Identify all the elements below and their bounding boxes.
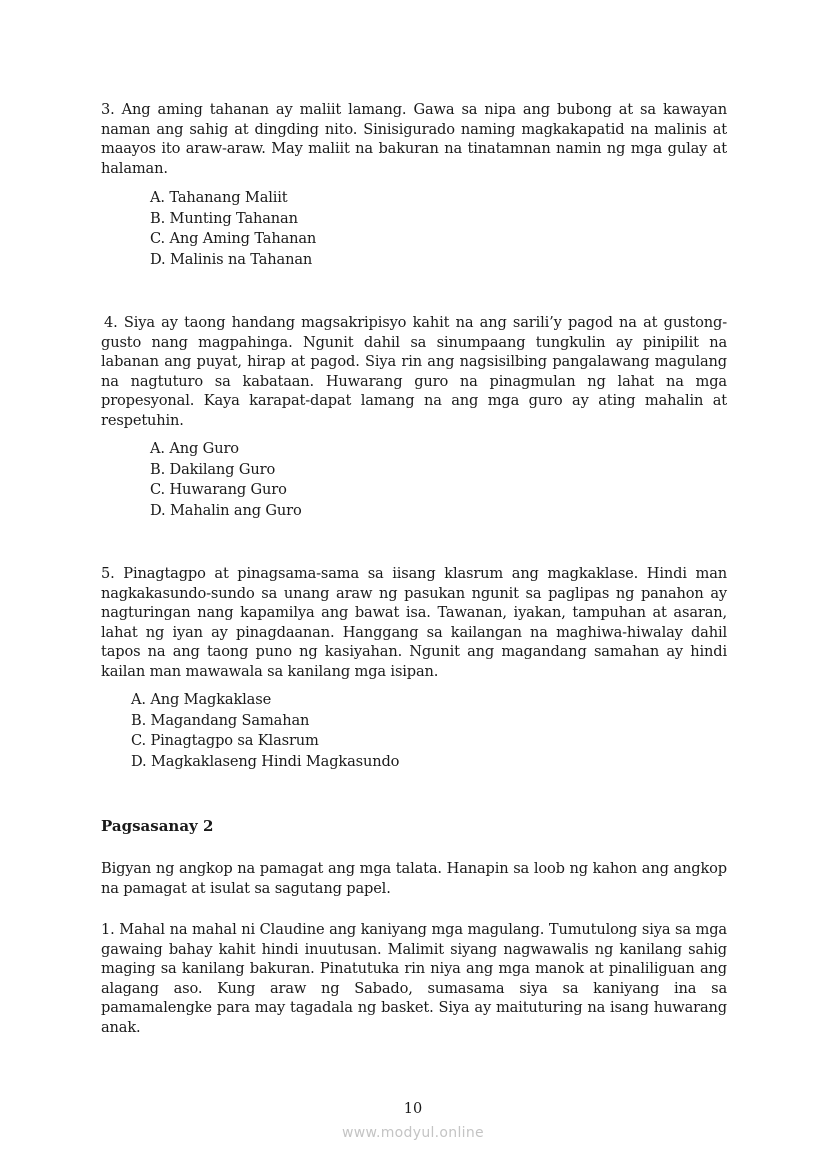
choice: A. Tahanang Maliit (150, 189, 288, 206)
question-5-choices (131, 690, 399, 772)
question-3-text: 3. Ang aming tahanan ay maliit lamang. Gawa sa nipa ang bubong at sa kawayan naman ang sahig at dingding nito. Sinisigurado naming magkakapatid na malinis at maayos ito araw-araw. May maliit na bakuran na tinatamnan namin ng mga gulay at halaman. (101, 101, 727, 177)
choice: B. Magandang Samahan (131, 711, 310, 729)
question-4-choices (150, 439, 302, 521)
question-4-text: 4. Siya ay taong handang magsakripisyo kahit na ang sarili’y pagod na at gustong-gusto nang magpahinga. Ngunit dahil sa sinumpaang tungkulin ay pinipilit na labanan ang puyat, hirap at pagod. Siya rin ang nagsisilbing pangalawang magulang na nagtuturo sa kabataan. Huwarang guro na pinagmulan ng lahat na mga propesyonal. Kaya karapat-dapat lamang na ang mga guro ay ating mahalin at respetuhin. (101, 314, 727, 429)
choice: D. Magkaklaseng Hindi Magkasundo (131, 752, 400, 770)
choice: D. Malinis na Tahanan (150, 250, 313, 268)
choice: C. Ang Aming Tahanan (150, 230, 317, 248)
choice: C. Pinagtagpo sa Klasrum (131, 732, 319, 750)
choice: C. Huwarang Guro (150, 481, 287, 499)
watermark: www.modyul.online (342, 1125, 484, 1141)
section-heading: Pagsasanay 2 (101, 817, 214, 835)
page-number: 10 (403, 1101, 423, 1117)
choice: D. Mahalin ang Guro (150, 501, 302, 519)
choice: B. Munting Tahanan (150, 209, 298, 227)
question-3-choices (150, 188, 316, 270)
choice: A. Ang Guro (150, 440, 239, 457)
choice: A. Ang Magkaklase (131, 691, 272, 708)
question-5-text: 5. Pinagtagpo at pinagsama-sama sa iisang klasrum ang magkaklase. Hindi man nagkakasundo-sundo sa unang araw ng pasukan ngunit sa paglipas ng panahon ay nagturingan nang kapamilya ang bawat isa. Tawanan, iyakan, tampuhan at asaran, lahat ng iyan ay pinagdaanan. Hanggang sa kailangan na maghiwa-hiwalay dahil tapos na ang taong puno ng kasiyahan. Ngunit ang magandang samahan ay hindi kailan man mawawala sa kanilang mga isipan. (101, 565, 727, 680)
section-instructions: Bigyan ng angkop na pamagat ang mga talata. Hanapin sa loob ng kahon ang angkop na pamagat at isulat sa sagutang papel. (101, 860, 727, 897)
choice: B. Dakilang Guro (150, 460, 276, 478)
exercise-item-1-text: 1. Mahal na mahal ni Claudine ang kaniyang mga magulang. Tumutulong siya sa mga gawaing bahay kahit hindi inuutusan. Malimit siyang nagwawalis ng kanilang sahig maging sa kanilang bakuran. Pinatutuka rin niya ang mga manok at pinaliliguan ang alagang aso. Kung araw ng Sabado, sumasama siya sa kaniyang ina sa pamamalengke para may tagadala ng basket. Siya ay maituturing na isang huwarang anak. (101, 921, 727, 1036)
